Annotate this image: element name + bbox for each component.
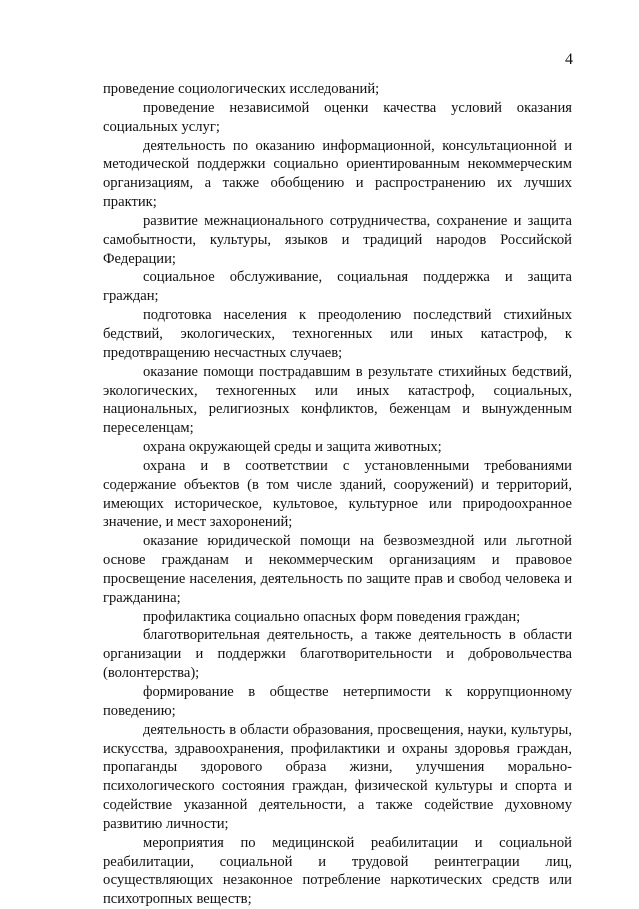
paragraph: оказание юридической помощи на безвозмездной или льготной основе гражданам и некоммерческим организациям и правовое просвещение населения, деятельность по защите прав и свобод человека и гражданина; <box>103 533 572 606</box>
paragraph: деятельность в области образования, просвещения, науки, культуры, искусства, здравоохранения, профилактики и охраны здоровья граждан, пропаганды здорового образа жизни, улучшения морально-психологического состояния граждан, физической культуры и спорта и содействие указанной деятельности, а также содействие духовному развитию личности; <box>103 721 572 832</box>
paragraph: социальное обслуживание, социальная поддержка и защита граждан; <box>103 269 572 305</box>
paragraph: проведение социологических исследований; <box>103 81 380 97</box>
paragraph: охрана и в соответствии с установленными требованиями содержание объектов (в том числе зданий, сооружений) и территорий, имеющих историческое, культовое, культурное или природоохранное значение, и мест захоронений; <box>103 457 572 531</box>
paragraph: охрана окружающей среды и защита животных; <box>143 439 442 456</box>
paragraph: подготовка населения к преодолению последствий стихийных бедствий, экологических, техногенных или иных катастроф, к предотвращению несчастных случаев; <box>103 307 572 361</box>
paragraph: профилактика социально опасных форм поведения граждан; <box>143 608 521 625</box>
paragraph: деятельность по оказанию информационной, консультационной и методической поддержки социально ориентированным некоммерческим организациям, а также обобщению и распространению их лучших практик; <box>103 137 572 211</box>
paragraph: проведение независимой оценки качества условий оказания социальных услуг; <box>103 99 572 135</box>
paragraph: развитие межнационального сотрудничества, сохранение и защита самобытности, культуры, языков и традиций народов Российской Федерации; <box>103 212 572 267</box>
document-body <box>103 80 572 909</box>
paragraph: мероприятия по медицинской реабилитации и социальной реабилитации, социальной и трудовой реинтеграции лиц, осуществляющих незаконное потребление наркотических средств или психотропных веществ; <box>103 834 572 908</box>
paragraph: оказание помощи пострадавшим в результате стихийных бедствий, экологических, техногенных или иных катастроф, социальных, национальных, религиозных конфликтов, беженцам и вынужденным переселенцам; <box>103 363 572 437</box>
page-number: 4 <box>565 51 573 68</box>
paragraph: формирование в обществе нетерпимости к коррупционному поведению; <box>103 684 572 719</box>
paragraph: благотворительная деятельность, а также деятельность в области организации и поддержки благотворительности и добровольчества (волонтерства); <box>103 627 572 682</box>
